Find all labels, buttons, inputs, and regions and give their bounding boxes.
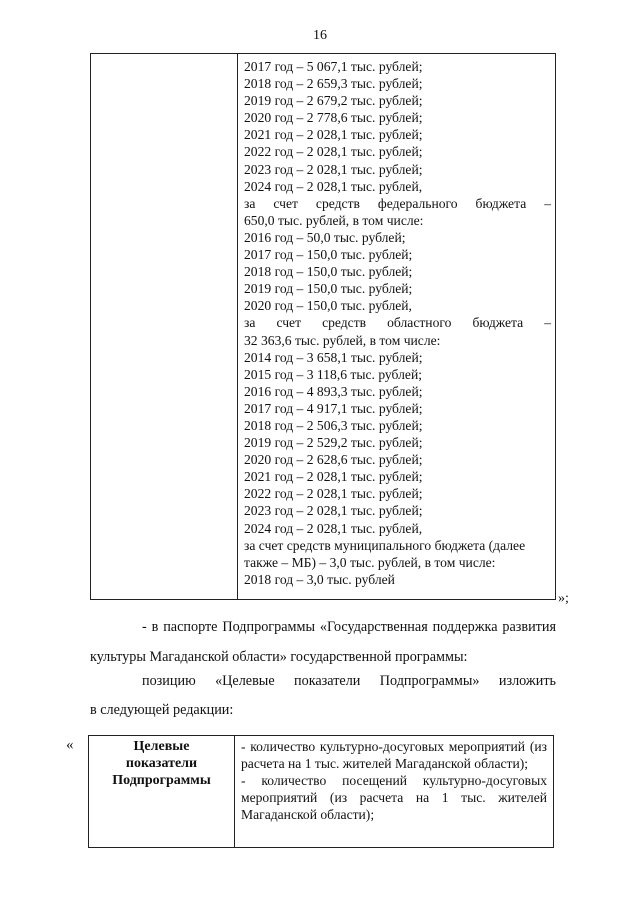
funding-line: 2016 год – 50,0 тыс. рублей; xyxy=(244,229,406,245)
funding-line: 2024 год – 2 028,1 тыс. рублей, xyxy=(244,178,423,194)
funding-line: 2021 год – 2 028,1 тыс. рублей; xyxy=(244,469,423,485)
funding-line: 2017 год – 4 917,1 тыс. рублей; xyxy=(244,400,423,416)
funding-line: 2018 год – 3,0 тыс. рублей xyxy=(244,571,395,587)
position-line-2: в следующей редакции: xyxy=(90,702,234,718)
indicators-table xyxy=(88,735,554,848)
funding-line: 2018 год – 150,0 тыс. рублей; xyxy=(244,264,413,280)
funding-line: 2021 год – 2 028,1 тыс. рублей; xyxy=(244,127,423,143)
funding-line: 2022 год – 2 028,1 тыс. рублей; xyxy=(244,486,423,502)
funding-line: 2020 год – 2 778,6 тыс. рублей; xyxy=(244,110,423,126)
funding-line: 2017 год – 150,0 тыс. рублей; xyxy=(244,247,413,263)
funding-line: 650,0 тыс. рублей, в том числе: xyxy=(244,212,424,228)
indicators-header-cell xyxy=(89,736,235,848)
funding-line: за счет средств федерального бюджета – xyxy=(244,195,551,211)
page-number: 16 xyxy=(313,28,327,43)
funding-line: 2018 год – 2 659,3 тыс. рублей; xyxy=(244,76,423,92)
funding-table-value-cell xyxy=(238,54,556,600)
funding-line: 2023 год – 2 028,1 тыс. рублей; xyxy=(244,503,423,519)
indicators-header-line-1: Целевые xyxy=(133,739,190,754)
funding-line: также – МБ) – 3,0 тыс. рублей, в том числе: xyxy=(244,554,496,570)
amendment-line-1: - в паспорте Подпрограммы «Государственная поддержка развития xyxy=(142,619,556,635)
funding-line: 2019 год – 150,0 тыс. рублей; xyxy=(244,281,413,297)
position-paragraph xyxy=(90,671,556,721)
position-line-1: позицию «Целевые показатели Подпрограммы» изложить xyxy=(142,673,556,689)
funding-line: за счет средств муниципального бюджета (далее xyxy=(244,537,526,553)
indicator-item-2: - количество посещений культурно-досуговых мероприятий (из расчета на 1 тыс. жителей Магаданской области); xyxy=(241,772,547,822)
funding-line: 2019 год – 2 529,2 тыс. рублей; xyxy=(244,435,423,451)
funding-line: 2020 год – 2 628,6 тыс. рублей; xyxy=(244,452,423,468)
funding-line: 2023 год – 2 028,1 тыс. рублей; xyxy=(244,161,423,177)
indicators-header-line-3: Подпрограммы xyxy=(112,773,211,788)
funding-line: за счет средств областного бюджета – xyxy=(244,315,551,331)
indicators-header-line-2: показатели xyxy=(125,756,198,771)
funding-lines xyxy=(238,54,555,588)
amendment-paragraph xyxy=(90,617,556,668)
indicator-item-1: - количество культурно-досуговых мероприятий (из расчета на 1 тыс. жителей Магаданской области); xyxy=(241,739,547,771)
funding-table xyxy=(90,53,556,600)
opening-quote: « xyxy=(66,737,74,753)
amendment-line-2: культуры Магаданской области» государственной программы: xyxy=(90,649,468,665)
funding-line: 2024 год – 2 028,1 тыс. рублей, xyxy=(244,520,423,536)
funding-line: 2015 год – 3 118,6 тыс. рублей; xyxy=(244,366,422,382)
funding-line: 2022 год – 2 028,1 тыс. рублей; xyxy=(244,144,423,160)
funding-line: 2016 год – 4 893,3 тыс. рублей; xyxy=(244,383,423,399)
funding-line: 2014 год – 3 658,1 тыс. рублей; xyxy=(244,349,423,365)
funding-table-label-cell xyxy=(91,54,238,600)
indicators-list-cell xyxy=(235,736,554,848)
funding-line: 32 363,6 тыс. рублей, в том числе: xyxy=(244,332,441,348)
funding-line: 2018 год – 2 506,3 тыс. рублей; xyxy=(244,417,423,433)
funding-line: 2019 год – 2 679,2 тыс. рублей; xyxy=(244,93,423,109)
funding-line: 2017 год – 5 067,1 тыс. рублей; xyxy=(244,59,423,74)
funding-line: 2020 год – 150,0 тыс. рублей, xyxy=(244,298,412,314)
closing-quote: »; xyxy=(558,591,569,606)
